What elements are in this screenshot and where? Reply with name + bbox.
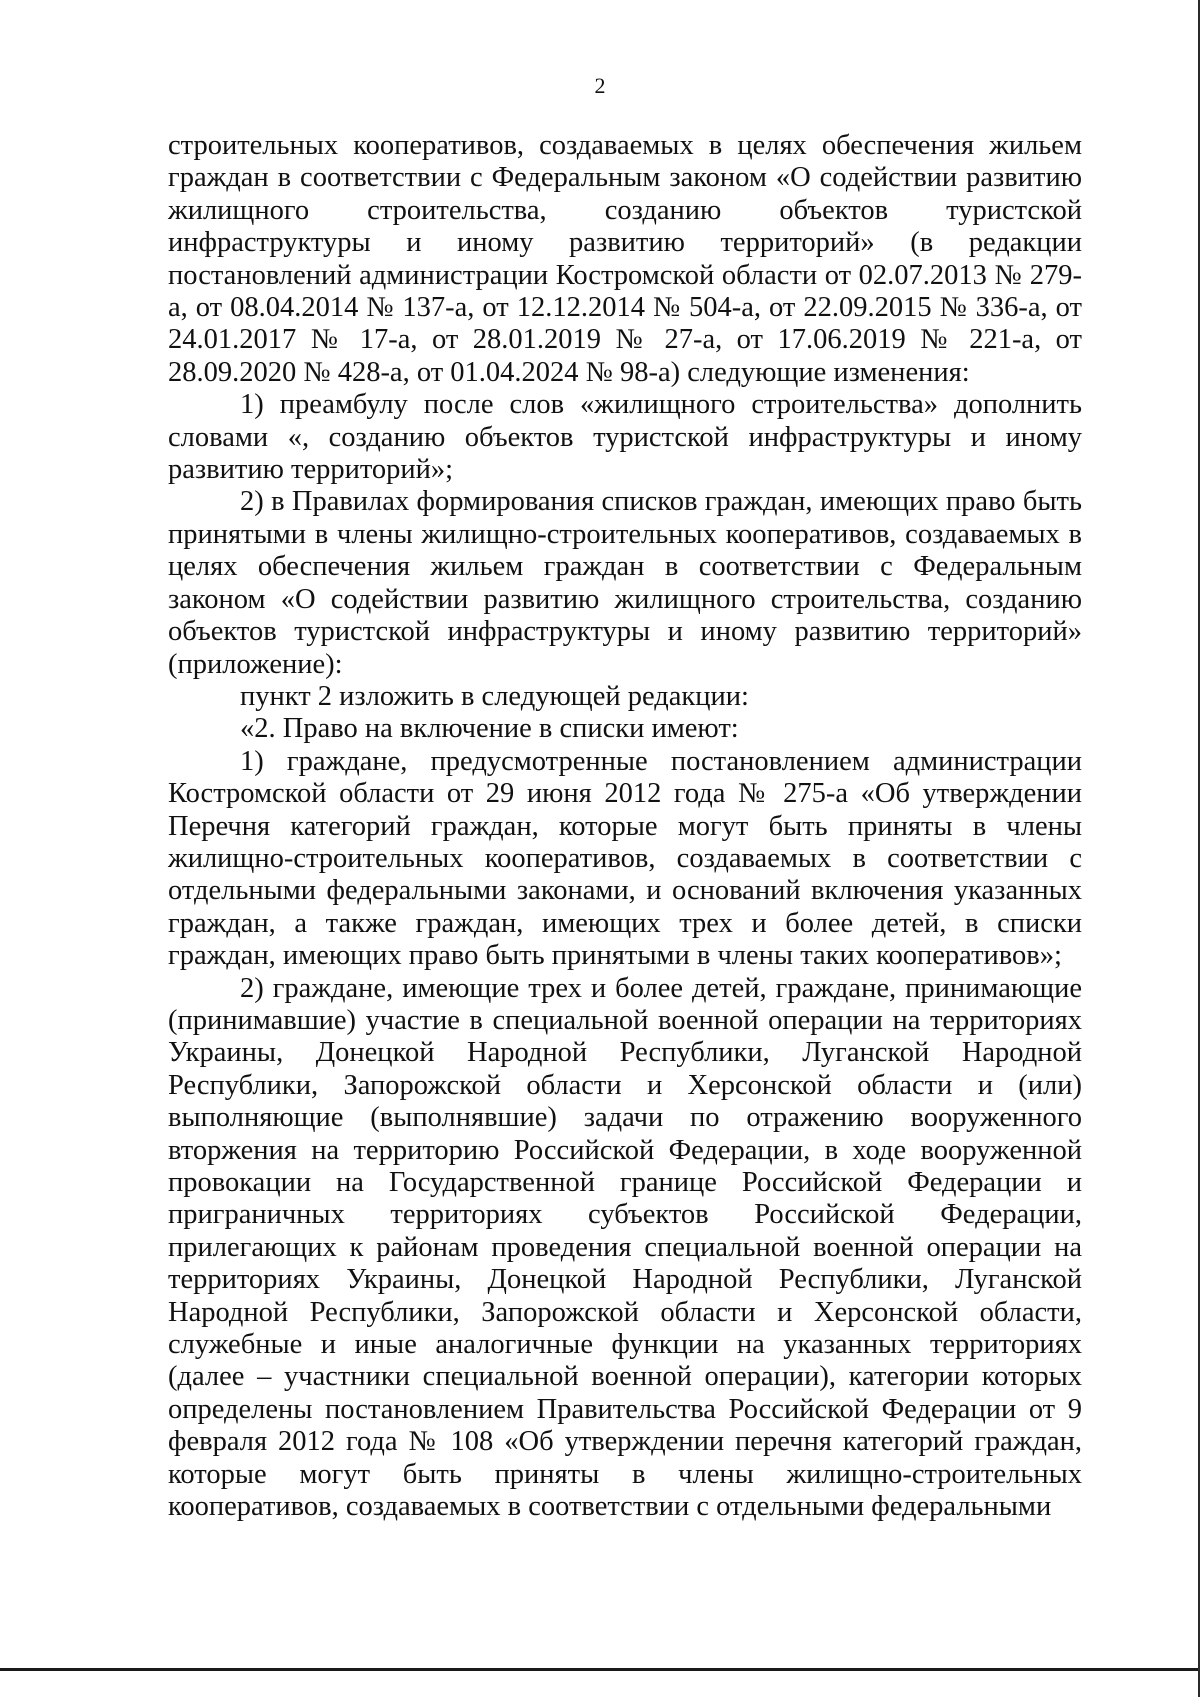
- paragraph-subitem-1: 1) граждане, предусмотренные постановлением администрации Костромской области от 29 июня 2012 года № 275-а «Об утверждении Перечня категорий граждан, которые могут быть приняты в члены жилищно-строительных кооперативов, создаваемых в соответствии с отдельными федеральными законами, и оснований включения указанных граждан, а также граждан, имеющих трех и более детей, в списки граждан, имеющих право быть принятыми в члены таких кооперативов»;: [168, 745, 1082, 972]
- paragraph-item-2: 2) в Правилах формирования списков граждан, имеющих право быть принятыми в члены жилищно-строительных кооперативов, создаваемых в целях обеспечения жильем граждан в соответствии с Федеральным законом «О содействии развитию жилищного строительства, созданию объектов туристской инфраструктуры и иному развитию территорий» (приложение):: [168, 486, 1082, 680]
- paragraph-item-1: 1) преамбулу после слов «жилищного строительства» дополнить словами «, созданию объектов туристской инфраструктуры и иному развитию территорий»;: [168, 389, 1082, 486]
- page-bottom-border: [0, 1668, 1200, 1671]
- paragraph-point-2-intro: пункт 2 изложить в следующей редакции:: [240, 680, 749, 712]
- page-number: 2: [594, 73, 606, 98]
- paragraph-subitem-2: 2) граждане, имеющие трех и более детей, граждане, принимающие (принимавшие) участие в специальной военной операции на территориях Украины, Донецкой Народной Республики, Луганской Народной Республики, Запорожской области и Херсонской области и (или) выполняющие (выполнявшие) задачи по отражению вооруженного вторжения на территорию Российской Федерации, в ходе вооруженной провокации на Государственной границе Российской Федерации и приграничных территориях субъектов Российской Федерации, прилегающих к районам проведения специальной военной операции на территориях Украины, Донецкой Народной Республики, Луганской Народной Республики, Запорожской области и Херсонской области, служебные и иные аналогичные функции на указанных территориях (далее – участники специальной военной операции), категории которых определены постановлением Правительства Российской Федерации от 9 февраля 2012 года № 108 «Об утверждении перечня категорий граждан, которые могут быть приняты в члены жилищно-строительных кооперативов, создаваемых в соответствии с отдельными федеральными: [168, 972, 1082, 1523]
- document-body: [168, 130, 1082, 1523]
- paragraph-continuation: строительных кооперативов, создаваемых в целях обеспечения жильем граждан в соответствии с Федеральным законом «О содействии развитию жилищного строительства, созданию объектов туристской инфраструктуры и иному развитию территорий» (в редакции постановлений администрации Костромской области от 02.07.2013 № 279-а, от 08.04.2014 № 137-а, от 12.12.2014 № 504-а, от 22.09.2015 № 336-а, от 24.01.2017 № 17-а, от 28.01.2019 № 27-а, от 17.06.2019 № 221-а, от 28.09.2020 № 428-а, от 01.04.2024 № 98-а) следующие изменения:: [168, 130, 1082, 388]
- paragraph-point-2-quote: «2. Право на включение в списки имеют:: [240, 713, 739, 745]
